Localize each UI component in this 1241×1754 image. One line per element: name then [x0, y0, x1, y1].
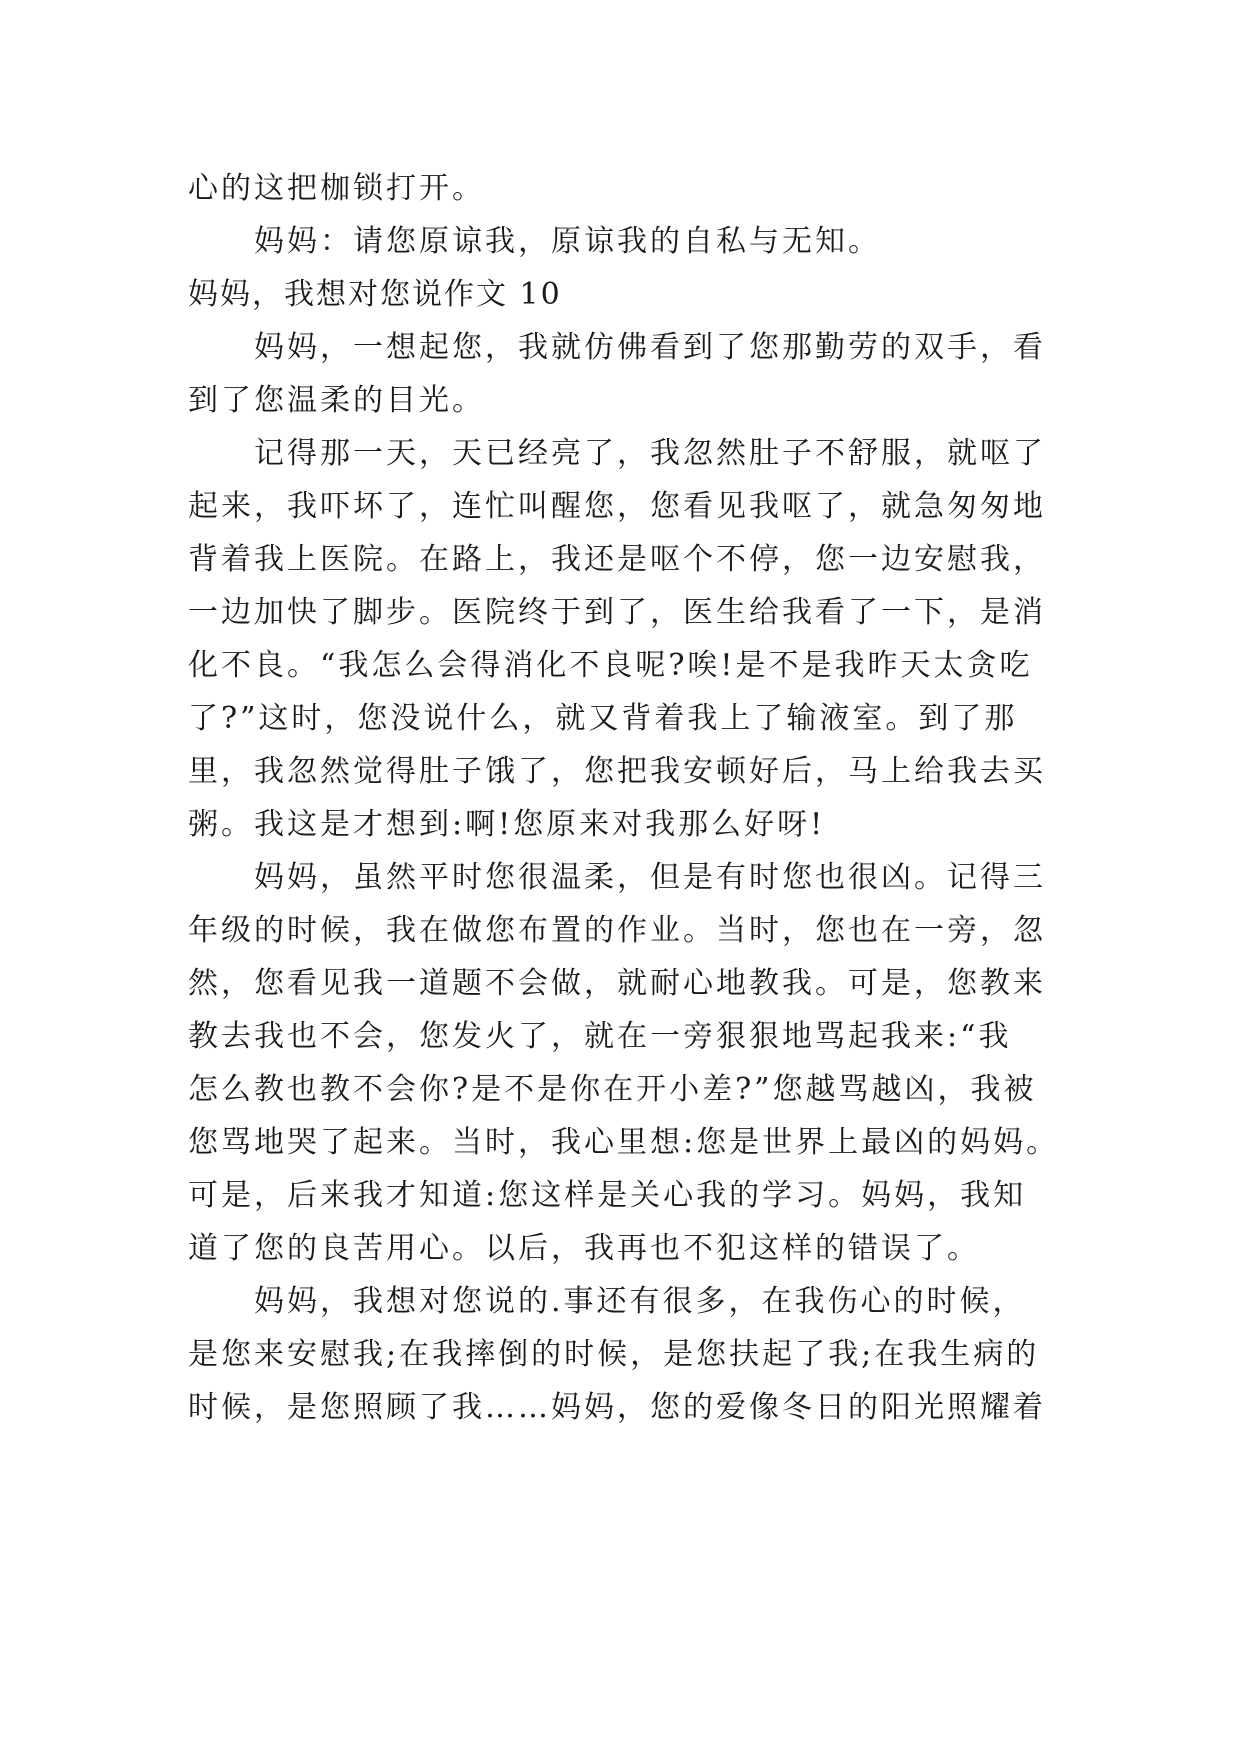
- text-line: 背着我上医院。在路上，我还是呕个不停，您一边安慰我，: [188, 542, 1046, 577]
- text-line: 怎么教也教不会你?是不是你在开小差?”您越骂越凶，我被: [188, 1072, 1037, 1107]
- text-line: 妈妈，虽然平时您很温柔，但是有时您也很凶。记得三: [254, 860, 1046, 895]
- text-body: [188, 162, 1068, 1434]
- text-line: 到了您温柔的目光。: [188, 383, 485, 418]
- text-line: 起来，我吓坏了，连忙叫醒您，您看见我呕了，就急匆匆地: [188, 489, 1046, 524]
- text-line: 里，我忽然觉得肚子饿了，您把我安顿好后，马上给我去买: [188, 754, 1046, 789]
- text-line: 妈妈，一想起您，我就仿佛看到了您那勤劳的双手，看: [254, 330, 1046, 365]
- text-line: 可是，后来我才知道:您这样是关心我的学习。妈妈，我知: [188, 1178, 1027, 1213]
- text-line: 妈妈：请您原谅我，原谅我的自私与无知。: [254, 224, 881, 259]
- text-line: 您骂地哭了起来。当时，我心里想:您是世界上最凶的妈妈。: [188, 1125, 1060, 1160]
- text-line: 年级的时候，我在做您布置的作业。当时，您也在一旁，忽: [188, 913, 1046, 948]
- text-line: 是您来安慰我;在我摔倒的时候，是您扶起了我;在我生病的: [188, 1337, 1040, 1372]
- text-line: 记得那一天，天已经亮了，我忽然肚子不舒服，就呕了: [254, 436, 1046, 471]
- text-line: 道了您的良苦用心。以后，我再也不犯这样的错误了。: [188, 1231, 980, 1266]
- text-line: 妈妈，我想对您说的.事还有很多，在我伤心的时候，: [254, 1284, 1026, 1319]
- section-heading: 妈妈，我想对您说作文 10: [188, 277, 562, 312]
- text-line: 一边加快了脚步。医院终于到了，医生给我看了一下，是消: [188, 595, 1046, 630]
- text-line: 然，您看见我一道题不会做，就耐心地教我。可是，您教来: [188, 966, 1046, 1001]
- text-line: 心的这把枷锁打开。: [188, 171, 485, 206]
- text-line: 化不良。“我怎么会得消化不良呢?唉!是不是我昨天太贪吃: [188, 648, 1033, 683]
- text-line: 了?”这时，您没说什么，就又背着我上了输液室。到了那: [188, 701, 1018, 736]
- text-line: 粥。我这是才想到:啊!您原来对我那么好呀!: [188, 807, 826, 842]
- text-line: 教去我也不会，您发火了，就在一旁狠狠地骂起我来:“我: [188, 1019, 1012, 1054]
- text-line: 时候，是您照顾了我……妈妈，您的爱像冬日的阳光照耀着: [188, 1390, 1046, 1425]
